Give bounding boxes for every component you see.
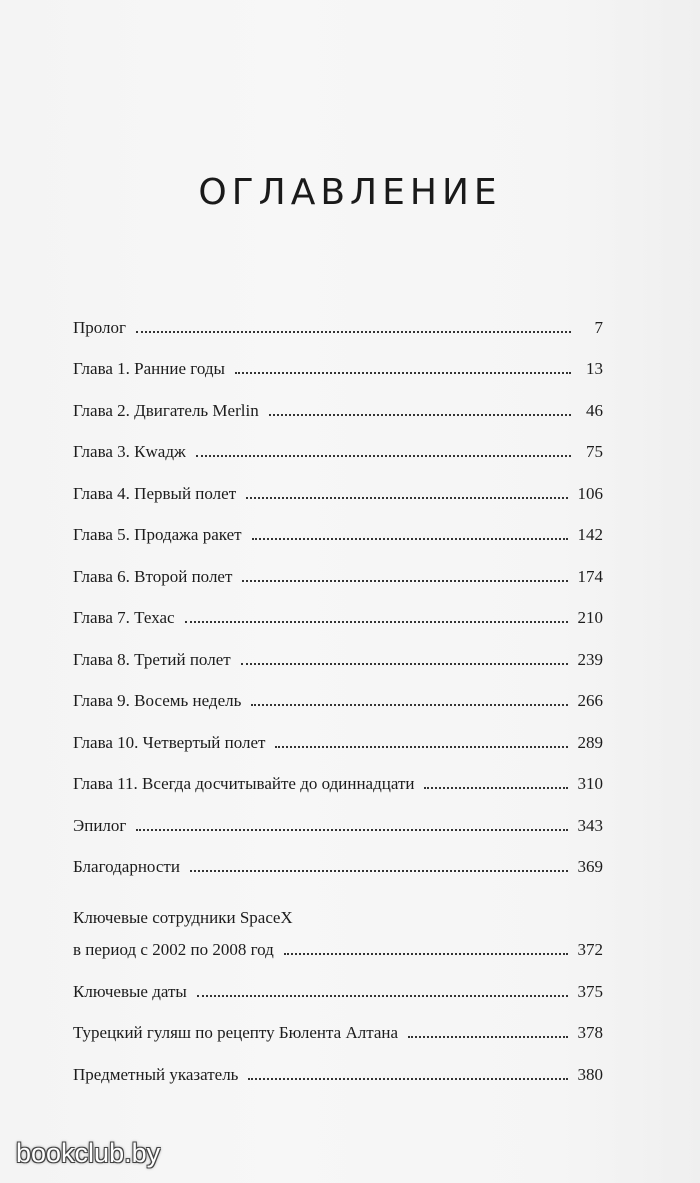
toc-label: Турецкий гуляш по рецепту Бюлента Алтана — [73, 1023, 399, 1042]
toc-page-number: 75 — [586, 442, 603, 461]
toc-page-number: 369 — [577, 857, 603, 876]
dot-leader — [136, 829, 567, 831]
toc-entry-epilogue — [73, 800, 603, 842]
dot-leader — [284, 953, 568, 955]
toc-label: Глава 4. Первый полет — [73, 483, 237, 503]
dot-leader — [136, 331, 571, 333]
toc-page-number: 46 — [586, 400, 603, 420]
toc-page-number: 13 — [586, 359, 603, 378]
dot-leader — [269, 414, 571, 416]
toc-entry-chapter-9 — [73, 676, 603, 718]
toc-page-number: 378 — [577, 1023, 603, 1042]
table-of-contents — [73, 302, 603, 1091]
toc-label: Глава 1. Ранние годы — [73, 359, 225, 378]
toc-label: Благодарности — [73, 857, 180, 876]
toc-label: в период с 2002 по 2008 год — [73, 940, 274, 959]
dot-leader — [251, 704, 567, 706]
toc-page-number: 7 — [594, 317, 603, 337]
toc-entry-chapter-10 — [73, 717, 603, 759]
dot-leader — [252, 538, 568, 540]
dot-leader — [242, 580, 567, 582]
dot-leader — [408, 1036, 567, 1038]
toc-page-number: 142 — [577, 525, 603, 544]
toc-page-number: 310 — [577, 774, 603, 793]
dot-leader — [235, 372, 571, 374]
toc-page-number: 174 — [577, 566, 603, 586]
toc-page-number: 239 — [577, 649, 603, 669]
toc-entry-chapter-7 — [73, 593, 603, 635]
toc-page-number: 375 — [577, 981, 603, 1001]
toc-label: Глава 3. Кwадж — [73, 442, 186, 461]
toc-entry-chapter-11 — [73, 759, 603, 801]
toc-page-number: 343 — [577, 815, 603, 835]
dot-leader — [248, 1078, 567, 1080]
watermark-text: bookclub.by — [16, 1138, 161, 1168]
toc-page-number: 289 — [577, 732, 603, 752]
toc-label: Предметный указатель — [73, 1064, 239, 1084]
toc-entry-key-staff — [73, 883, 603, 966]
toc-label: Глава 11. Всегда досчитывайте до одиннадцати — [73, 774, 415, 793]
dot-leader — [424, 787, 567, 789]
dot-leader — [190, 870, 568, 872]
toc-entry-acknowledgements — [73, 842, 603, 884]
toc-page-number: 372 — [577, 940, 603, 959]
toc-label: Эпилог — [73, 815, 127, 835]
toc-label: Глава 9. Восемь недель — [73, 691, 242, 710]
toc-entry-chapter-6 — [73, 551, 603, 593]
toc-label: Пролог — [73, 317, 127, 337]
toc-label: Глава 5. Продажа ракет — [73, 525, 242, 544]
page-title: ОГЛАВЛЕНИЕ — [198, 172, 502, 213]
toc-entry-chapter-3 — [73, 427, 603, 469]
dot-leader — [246, 497, 567, 499]
toc-entry-prologue — [73, 302, 603, 344]
dot-leader — [197, 995, 568, 997]
toc-page-number: 380 — [577, 1064, 603, 1084]
toc-entry-goulash-recipe — [73, 1008, 603, 1050]
toc-label: Глава 2. Двигатель Merlin — [73, 400, 259, 420]
toc-entry-key-dates — [73, 966, 603, 1008]
dot-leader — [275, 746, 567, 748]
toc-label: Глава 10. Четвертый полет — [73, 732, 266, 752]
toc-label: Глава 8. Третий полет — [73, 649, 231, 669]
toc-page-number: 210 — [577, 608, 603, 627]
toc-label-line-1: Ключевые сотрудники SpaceX — [73, 908, 293, 927]
toc-label: Ключевые даты — [73, 981, 187, 1001]
toc-entry-index — [73, 1049, 603, 1091]
dot-leader — [241, 663, 568, 665]
dot-leader — [185, 621, 568, 623]
toc-label: Глава 7. Техас — [73, 608, 175, 627]
toc-label: Глава 6. Второй полет — [73, 566, 233, 586]
toc-entry-chapter-4 — [73, 468, 603, 510]
toc-entry-chapter-5 — [73, 510, 603, 552]
toc-entry-chapter-2 — [73, 385, 603, 427]
toc-page-number: 106 — [577, 483, 603, 503]
dot-leader — [196, 455, 571, 457]
toc-entry-chapter-1 — [73, 344, 603, 386]
toc-page-number: 266 — [577, 691, 603, 710]
toc-entry-chapter-8 — [73, 634, 603, 676]
